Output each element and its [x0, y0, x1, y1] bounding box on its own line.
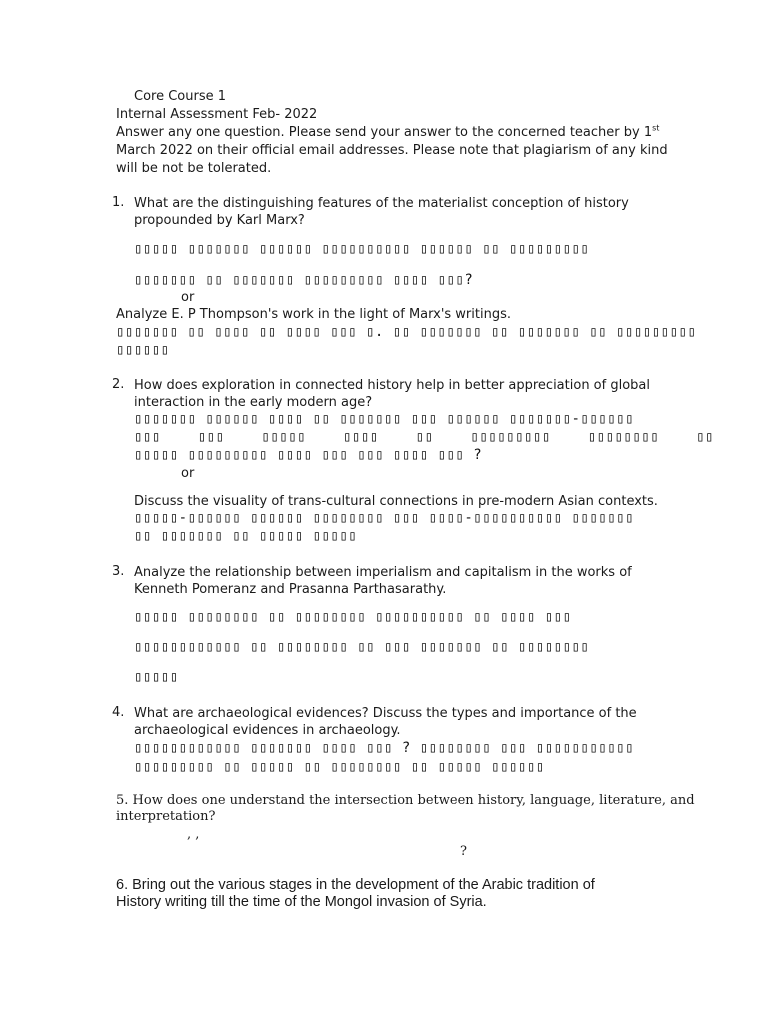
question-1-en-line-1: What are the distinguishing features of the materialist conception of history [134, 196, 629, 211]
question-5-en-line-2: interpretation? [116, 809, 216, 824]
instruction-line-1 [116, 124, 659, 142]
assessment-title: Internal Assessment Feb- 2022 [116, 107, 318, 122]
question-6-line-2: History writing till the time of the Mongol invasion of Syria. [116, 894, 487, 910]
instruction-superscript: st [652, 123, 660, 133]
question-4-hindi-line-2: ▯▯▯▯▯▯▯▯▯ ▯▯ ▯▯▯▯▯ ▯▯ ▯▯▯▯▯▯▯▯ ▯▯ ▯▯▯▯▯ ▯▯▯▯▯▯ [134, 759, 545, 775]
question-3-en-line-2: Kenneth Pomeranz and Prasanna Parthasarathy. [134, 582, 447, 597]
question-number: 4. [112, 705, 125, 720]
question-1-en-line-2: propounded by Karl Marx? [134, 213, 305, 228]
question-3-en-line-1: Analyze the relationship between imperialism and capitalism in the works of [134, 565, 632, 580]
question-6-text: Bring out the various stages in the development of the Arabic tradition of [132, 877, 595, 893]
instruction-line-3: will be not be tolerated. [116, 161, 272, 176]
question-2-alt-hindi-line-2: ▯▯ ▯▯▯▯▯▯▯ ▯▯ ▯▯▯▯▯ ▯▯▯▯▯ [134, 528, 358, 544]
question-1-hindi-line-1: ▯▯▯▯▯ ▯▯▯▯▯▯▯ ▯▯▯▯▯▯ ▯▯▯▯▯▯▯▯▯▯ ▯▯▯▯▯▯ ▯▯ ▯▯▯▯▯▯▯▯▯ [134, 241, 590, 257]
question-4-en-line-1: What are archaeological evidences? Discuss the types and importance of the [134, 706, 637, 721]
question-2-en-line-1: How does exploration in connected history help in better appreciation of global [134, 378, 650, 393]
question-5-en-line-1 [116, 792, 695, 809]
course-title: Core Course 1 [134, 89, 227, 104]
instruction-line-2: March 2022 on their official email addresses. Please note that plagiarism of any kind [116, 143, 668, 158]
question-number: 1. [112, 195, 125, 210]
question-1-hindi-line-2: ▯▯▯▯▯▯▯ ▯▯ ▯▯▯▯▯▯▯ ▯▯▯▯▯▯▯▯▯ ▯▯▯▯ ▯▯▯? [134, 272, 474, 288]
question-2-hindi-line-2: ▯▯▯ ▯▯▯ ▯▯▯▯▯ ▯▯▯▯ ▯▯ ▯▯▯▯▯▯▯▯▯ ▯▯▯▯▯▯▯▯ ▯▯ [134, 429, 714, 445]
question-5-hindi-line-2: ? [460, 844, 467, 859]
question-2-hindi-line-3: ▯▯▯▯▯ ▯▯▯▯▯▯▯▯▯ ▯▯▯▯ ▯▯▯ ▯▯▯ ▯▯▯▯ ▯▯▯ ? [134, 447, 483, 463]
question-3-hindi-line-3: ▯▯▯▯▯ [134, 669, 179, 685]
question-2-alt-en: Discuss the visuality of trans-cultural connections in pre-modern Asian contexts. [134, 494, 658, 509]
instruction-text: Answer any one question. Please send your answer to the concerned teacher by 1 [116, 125, 653, 140]
question-number: 2. [112, 377, 125, 392]
question-2-hindi-line-1: ▯▯▯▯▯▯▯ ▯▯▯▯▯▯ ▯▯▯▯ ▯▯ ▯▯▯▯▯▯▯ ▯▯▯ ▯▯▯▯▯▯ ▯▯▯▯▯▯▯-▯▯▯▯▯▯ [134, 411, 635, 427]
question-number: 5. [116, 793, 129, 808]
question-2-alt-hindi-line-1: ▯▯▯▯▯-▯▯▯▯▯▯ ▯▯▯▯▯▯ ▯▯▯▯▯▯▯▯ ▯▯▯ ▯▯▯▯-▯▯▯▯▯▯▯▯▯▯ ▯▯▯▯▯▯▯ [134, 510, 635, 526]
question-4-en-line-2: archaeological evidences in archaeology. [134, 723, 401, 738]
question-1-alt-hindi-line-2: ▯▯▯▯▯▯ [116, 342, 170, 358]
question-1-alt-hindi-line-1: ▯▯▯▯▯▯▯ ▯▯ ▯▯▯▯ ▯▯ ▯▯▯▯ ▯▯▯ ▯. ▯▯ ▯▯▯▯▯▯▯ ▯▯ ▯▯▯▯▯▯▯ ▯▯ ▯▯▯▯▯▯▯▯▯ [116, 324, 697, 340]
question-number: 3. [112, 564, 125, 579]
question-number: 6. [116, 877, 129, 893]
question-5-hindi-line-1: , , [187, 827, 200, 842]
or-separator: or [181, 466, 195, 481]
question-2-en-line-2: interaction in the early modern age? [134, 395, 373, 410]
question-3-hindi-line-1: ▯▯▯▯▯ ▯▯▯▯▯▯▯▯ ▯▯ ▯▯▯▯▯▯▯▯ ▯▯▯▯▯▯▯▯▯▯ ▯▯ ▯▯▯▯ ▯▯▯ [134, 609, 572, 625]
or-separator: or [181, 290, 195, 305]
question-3-hindi-line-2: ▯▯▯▯▯▯▯▯▯▯▯▯ ▯▯ ▯▯▯▯▯▯▯▯ ▯▯ ▯▯▯ ▯▯▯▯▯▯▯ ▯▯ ▯▯▯▯▯▯▯▯ [134, 639, 590, 655]
question-6-line-1 [116, 876, 595, 894]
question-4-hindi-line-1: ▯▯▯▯▯▯▯▯▯▯▯▯ ▯▯▯▯▯▯▯ ▯▯▯▯ ▯▯▯ ? ▯▯▯▯▯▯▯▯ ▯▯▯ ▯▯▯▯▯▯▯▯▯▯▯ [134, 740, 635, 756]
question-5-en-text: How does one understand the intersection between history, language, literature, and [132, 793, 695, 808]
question-1-alt-en: Analyze E. P Thompson's work in the light of Marx's writings. [116, 307, 511, 322]
